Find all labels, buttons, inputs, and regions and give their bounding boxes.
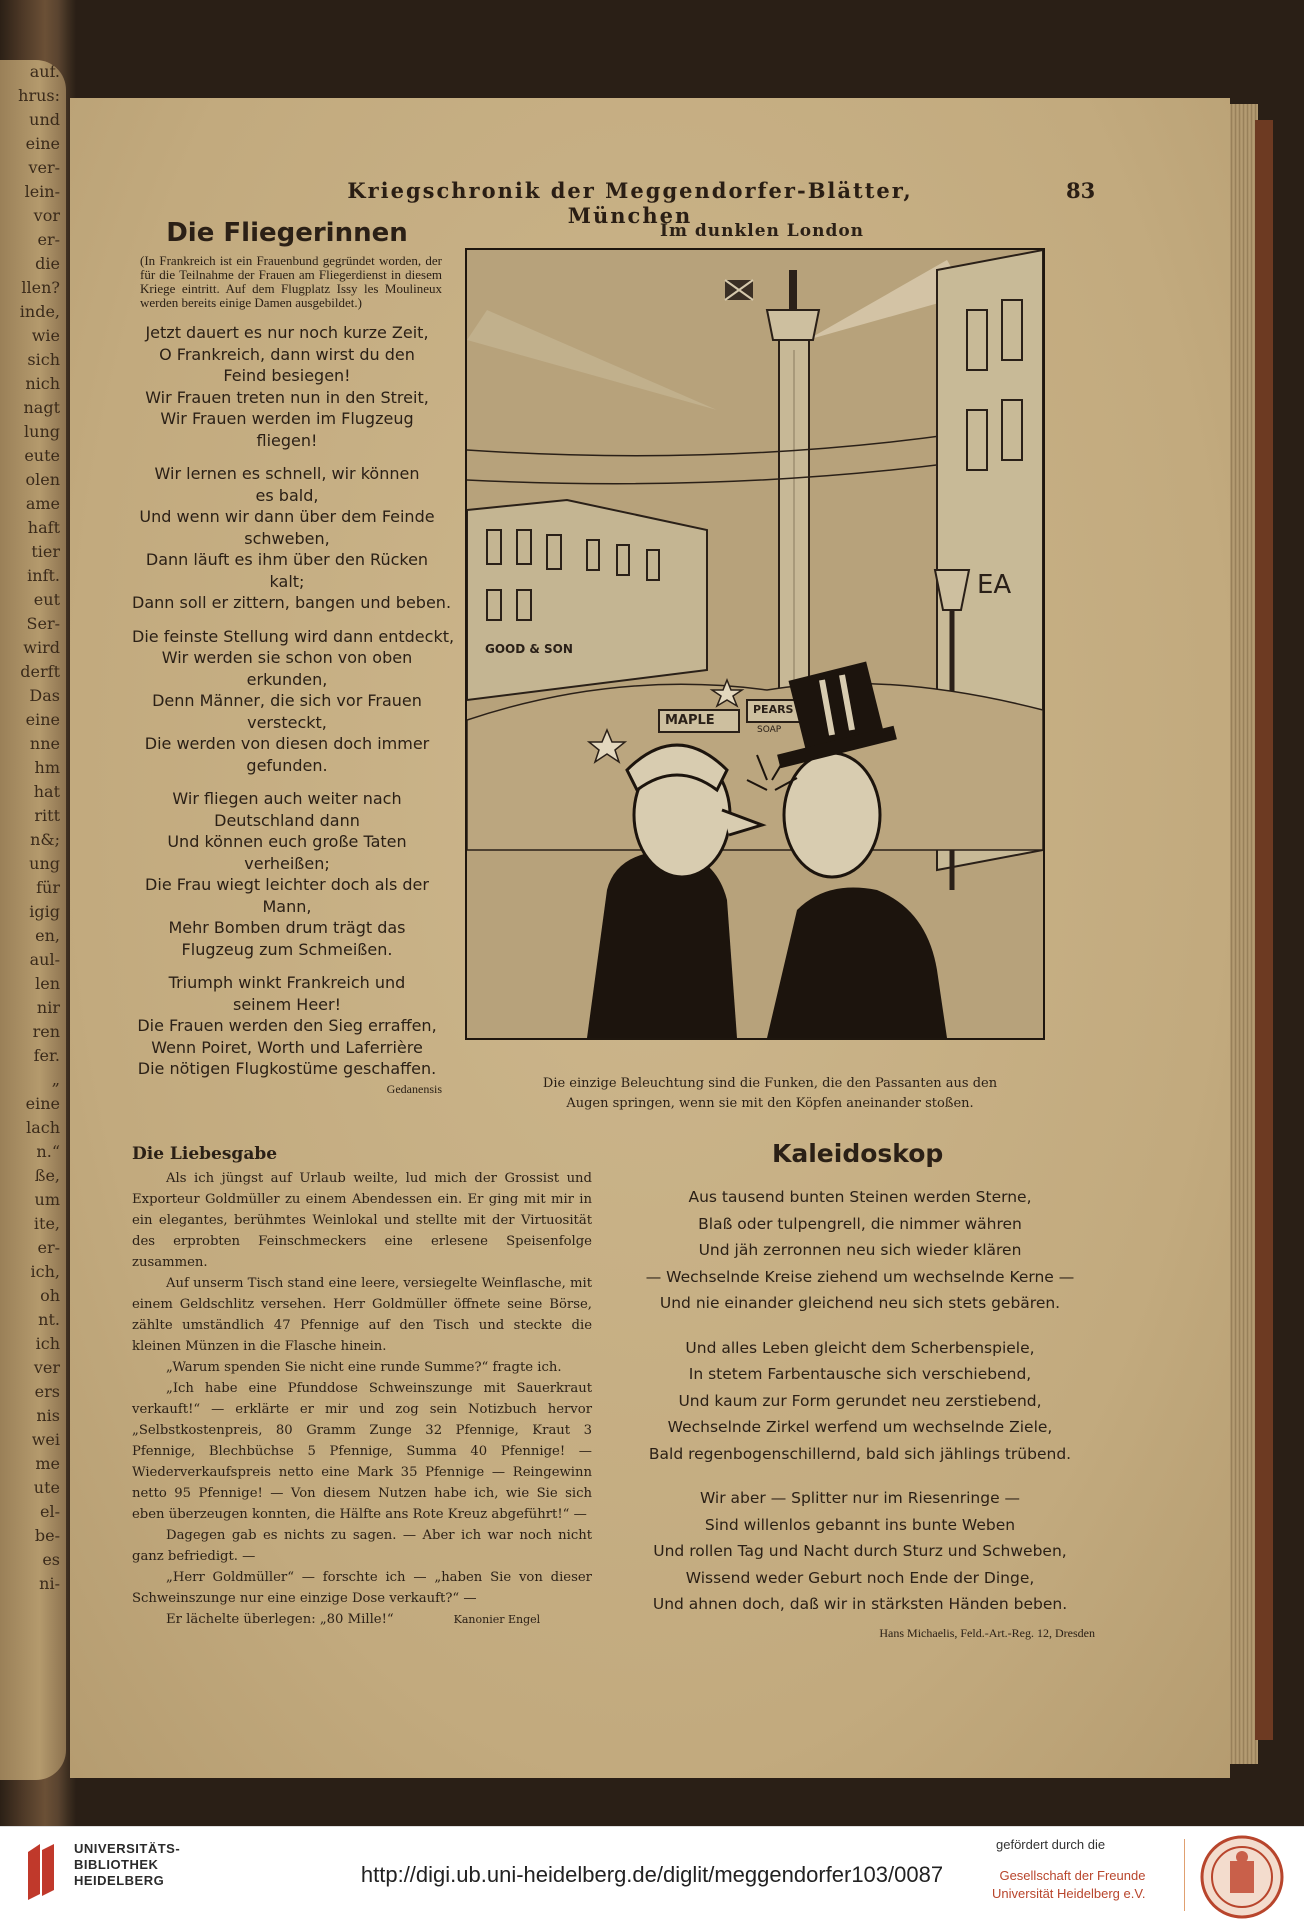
left-fragment: lung bbox=[24, 422, 60, 441]
verse-line: Die feinste Stellung wird dann entdeckt, bbox=[132, 626, 455, 646]
left-fragment: Ser- bbox=[26, 614, 60, 633]
stanza bbox=[132, 788, 442, 960]
library-line1: UNIVERSITÄTS- bbox=[74, 1841, 181, 1856]
left-fragment: ße, bbox=[34, 1166, 60, 1185]
left-fragment: me bbox=[35, 1454, 60, 1473]
verse-line: Und jäh zerronnen neu sich wieder klären bbox=[698, 1241, 1022, 1259]
verse-line: schweben, bbox=[244, 528, 330, 548]
poem-fliegerinnen bbox=[132, 218, 455, 1097]
stanza bbox=[625, 1485, 1095, 1618]
left-fragment: olen bbox=[25, 470, 60, 489]
university-seal-icon[interactable] bbox=[1200, 1835, 1284, 1919]
binding-strip bbox=[1255, 120, 1273, 1740]
left-fragment: nich bbox=[25, 374, 60, 393]
prose-signature: Kanonier Engel bbox=[453, 1613, 541, 1626]
sign-goods: GOOD & SON bbox=[485, 642, 573, 656]
left-fragment: lein- bbox=[24, 182, 60, 201]
verse-line: Wechselnde Zirkel werfend um wechselnde Ziele, bbox=[667, 1418, 1053, 1436]
sponsor-line1: Gesellschaft der Freunde bbox=[999, 1868, 1146, 1883]
verse-line: fliegen! bbox=[256, 430, 318, 450]
left-fragment: aul- bbox=[29, 950, 60, 969]
left-fragment: hrus: bbox=[18, 86, 60, 105]
prose-text bbox=[132, 1168, 592, 1630]
verse-line: Blaß oder tulpengrell, die nimmer währen bbox=[698, 1214, 1022, 1233]
verse-line: Die werden von diesen doch immer bbox=[144, 734, 430, 753]
left-fragment: wird bbox=[23, 638, 60, 657]
cartoon-illustration bbox=[465, 248, 1045, 1040]
stanza bbox=[132, 322, 442, 451]
left-fragment: ritt bbox=[34, 806, 60, 825]
left-fragment: inde, bbox=[19, 302, 60, 321]
verse-line: — Wechselnde Kreise ziehend um wechselnde Kerne — bbox=[645, 1267, 1075, 1286]
left-fragment: n.“ bbox=[36, 1142, 60, 1161]
poem-note: (In Frankreich ist ein Frauenbund gegründet worden, der für die Teilnahme der Frauen am Fliegerdienst in diesem Kriege eintritt. Auf dem Flugplatz Issy les Moulineux werden bereits einige Damen ausgebildet.) bbox=[140, 253, 442, 310]
left-fragment: Das bbox=[29, 686, 60, 705]
paragraph: „Ich habe eine Pfunddose Schweinszunge mit Sauerkraut verkauft!“ — erklärte er mir und zog sein Notizbuch hervor „Selbstkostenpreis, 80 Gramm Zunge 32 Pfennige, Kraut 3 Pfennige, Blechbüchse 5 Pfennige, Summa 40 Pfennige! — Wiederverkaufspreis netto eine Mark 35 Pfennige — Reingewinn netto 95 Pfennige! — Von diesem Nutzen habe ich, wie Sie sich eben überzeugen konnten, die Hälfte ans Rote Kreuz abgeführt!“ — bbox=[132, 1381, 592, 1522]
paragraph: „Warum spenden Sie nicht eine runde Summe?“ fragte ich. bbox=[166, 1360, 562, 1375]
verse-line: es bald, bbox=[255, 485, 319, 505]
left-fragment: wei bbox=[31, 1430, 60, 1449]
cartoon-caption: Die einzige Beleuchtung sind die Funken, die den Passanten aus den Augen springen, wenn sie mit den Köpfen aneinander stoßen. bbox=[542, 1076, 998, 1111]
left-fragment: igig bbox=[29, 902, 60, 921]
verse-line: Und nie einander gleichend neu sich stets gebären. bbox=[659, 1294, 1061, 1312]
left-fragment: für bbox=[36, 878, 60, 897]
verse-line: gefunden. bbox=[246, 755, 328, 775]
left-fragment: ni- bbox=[39, 1574, 60, 1593]
verse-line: Wir lernen es schnell, wir können bbox=[154, 464, 420, 483]
left-fragment: die bbox=[35, 254, 60, 273]
left-fragment: ver- bbox=[28, 158, 60, 177]
left-fragment: und bbox=[29, 110, 60, 129]
left-fragment: sich bbox=[27, 350, 60, 369]
poem-signature: Gedanensis bbox=[386, 1081, 442, 1096]
verse-line: Sind willenlos gebannt ins bunte Weben bbox=[704, 1515, 1016, 1534]
left-fragment: eine bbox=[25, 710, 60, 729]
sponsor-label: gefördert durch die bbox=[996, 1837, 1106, 1852]
left-fragment: eut bbox=[33, 590, 60, 609]
left-fragment: tier bbox=[31, 542, 60, 561]
left-fragment: ite, bbox=[33, 1214, 60, 1233]
stanza bbox=[132, 626, 455, 777]
left-fragment: er- bbox=[37, 1238, 60, 1257]
left-fragment: ren bbox=[32, 1022, 60, 1041]
left-fragment: hm bbox=[34, 758, 60, 777]
left-fragment: el- bbox=[40, 1502, 60, 1521]
left-fragment: nagt bbox=[23, 398, 60, 417]
verse-line: Triumph winkt Frankreich und bbox=[168, 973, 406, 992]
left-fragment: oh bbox=[40, 1286, 60, 1305]
library-line3: HEIDELBERG bbox=[74, 1873, 165, 1888]
left-fragment: eine bbox=[25, 1094, 60, 1113]
verse-line: verheißen; bbox=[244, 853, 330, 873]
left-fragment: len bbox=[35, 974, 60, 993]
left-fragment: ute bbox=[33, 1478, 60, 1497]
stanza bbox=[132, 463, 452, 614]
sponsor-line2: Universität Heidelberg e.V. bbox=[992, 1886, 1146, 1901]
footer-bar bbox=[0, 1826, 1304, 1923]
verse-line: Und können euch große Taten bbox=[167, 832, 407, 851]
kaleidoskop-signature: Hans Michaelis, Feld.-Art.-Reg. 12, Dresden bbox=[879, 1625, 1095, 1640]
paragraph: Als ich jüngst auf Urlaub weilte, lud mich der Grossist und Exporteur Goldmüller zu einem Abendessen ein. Er ging mit mir in ein elegantes, berühmtes Weinlokal und stellte mit der Virtuosität des erprobten Feinschmeckers eine erlesene Speisenfolge zusammen. bbox=[132, 1171, 592, 1270]
verse-line: Mann, bbox=[262, 896, 312, 916]
left-fragment: haft bbox=[27, 518, 60, 537]
left-fragment: nne bbox=[29, 734, 60, 753]
prose-title: Die Liebesgabe bbox=[132, 1144, 278, 1164]
verse-line: Und kaum zur Form gerundet neu zerstiebend, bbox=[678, 1391, 1042, 1410]
verse-line: Mehr Bomben drum trägt das bbox=[168, 918, 406, 937]
stanza bbox=[625, 1335, 1095, 1468]
left-fragment: ers bbox=[34, 1382, 60, 1401]
left-fragment: eute bbox=[24, 446, 60, 465]
paragraph: Er lächelte überlegen: „80 Mille!“ Kanonier Engel bbox=[166, 1612, 541, 1627]
verse-line: In stetem Farbentausche sich verschiebend, bbox=[688, 1365, 1032, 1383]
verse-line: Wir werden sie schon von oben bbox=[161, 648, 413, 667]
left-fragment: ung bbox=[29, 854, 60, 873]
sponsor-divider bbox=[1184, 1839, 1185, 1911]
verse-line: Jetzt dauert es nur noch kurze Zeit, bbox=[145, 323, 429, 342]
left-fragment: n&; bbox=[30, 830, 60, 849]
left-page-edge bbox=[0, 60, 66, 1780]
verse-line: erkunden, bbox=[246, 669, 328, 689]
left-fragment: lach bbox=[26, 1118, 60, 1137]
left-fragment: ame bbox=[25, 494, 60, 513]
verse-line: Und alles Leben gleicht dem Scherbenspiele, bbox=[685, 1338, 1035, 1357]
sign-pears: PEARS bbox=[753, 703, 794, 716]
left-fragment: hat bbox=[33, 782, 60, 801]
paragraph: „Herr Goldmüller“ — forschte ich — „haben Sie von dieser Schweinszunge nur eine einzige Dose verkauft?“ — bbox=[132, 1570, 592, 1606]
left-fragment: en, bbox=[35, 926, 60, 945]
left-fragment: derft bbox=[20, 662, 60, 681]
stanza bbox=[132, 972, 442, 1080]
left-fragment: be- bbox=[34, 1526, 60, 1545]
verse-line: Denn Männer, die sich vor Frauen bbox=[152, 691, 422, 710]
sign-soap: SOAP bbox=[757, 725, 782, 735]
left-fragment: „ bbox=[51, 1070, 60, 1089]
left-fragment: ver bbox=[33, 1358, 60, 1377]
verse-line: Wenn Poiret, Worth und Laferrière bbox=[151, 1037, 423, 1057]
left-fragment: wie bbox=[31, 326, 60, 345]
left-fragment: vor bbox=[33, 206, 60, 225]
permalink-url[interactable]: http://digi.ub.uni-heidelberg.de/diglit/meggendorfer103/0087 bbox=[360, 1862, 944, 1887]
library-line2: BIBLIOTHEK bbox=[74, 1857, 159, 1872]
left-fragment: nir bbox=[36, 998, 60, 1017]
left-fragment: es bbox=[42, 1550, 60, 1569]
poem-kaleidoskop bbox=[625, 1184, 1095, 1641]
left-fragment: er- bbox=[37, 230, 60, 249]
verse-line: Und ahnen doch, daß wir in stärksten Händen beben. bbox=[652, 1595, 1068, 1613]
verse-line: versteckt, bbox=[247, 712, 327, 732]
left-page-fragments bbox=[0, 60, 66, 1596]
left-fragment: fer. bbox=[33, 1046, 60, 1065]
left-fragment: llen? bbox=[21, 278, 60, 297]
verse-line: Und wenn wir dann über dem Feinde bbox=[139, 507, 435, 526]
verse-line: O Frankreich, dann wirst du den bbox=[159, 344, 415, 364]
verse-line: Wir aber — Splitter nur im Riesenringe — bbox=[699, 1489, 1021, 1507]
verse-line: Feind besiegen! bbox=[223, 366, 351, 385]
poem-stanzas bbox=[132, 322, 455, 1080]
left-fragment: um bbox=[34, 1190, 60, 1209]
paragraph: Auf unserm Tisch stand eine leere, versiegelte Weinflasche, mit einem Geldschlitz versehen. Herr Goldmüller öffnete seine Börse, zählte umständlich 47 Pfennige auf den Tisch und steckte die kleinen Münzen in die Flasche hinein. bbox=[132, 1276, 593, 1354]
verse-line: Dann läuft es ihm über den Rücken bbox=[145, 550, 429, 569]
verse-line: Bald regenbogenschillernd, bald sich jählings trübend. bbox=[648, 1444, 1072, 1463]
sign-ea: EA bbox=[977, 570, 1012, 600]
verse-line: Wir Frauen treten nun in den Streit, bbox=[145, 387, 429, 407]
kaleidoskop-title: Kaleidoskop bbox=[772, 1139, 944, 1168]
verse-line: Wir Frauen werden im Flugzeug bbox=[160, 409, 414, 428]
cartoon-title: Im dunklen London bbox=[660, 221, 865, 241]
left-fragment: auf. bbox=[29, 62, 60, 81]
verse-line: seinem Heer! bbox=[233, 994, 341, 1014]
left-fragment: ich bbox=[35, 1334, 60, 1353]
verse-line: Die nötigen Flugkostüme geschaffen. bbox=[137, 1059, 437, 1078]
left-fragment: nt. bbox=[38, 1310, 60, 1329]
verse-line: Aus tausend bunten Steinen werden Sterne, bbox=[688, 1188, 1032, 1206]
sponsor-name[interactable] bbox=[992, 1867, 1145, 1903]
stanza bbox=[625, 1184, 1095, 1317]
verse-line: Deutschland dann bbox=[214, 810, 360, 830]
left-fragment: nis bbox=[36, 1406, 60, 1425]
sign-maple: MAPLE bbox=[665, 713, 715, 728]
running-title: Kriegschronik der Meggendorfer-Blätter, München bbox=[347, 178, 913, 228]
verse-line: Flugzeug zum Schmeißen. bbox=[181, 939, 393, 959]
verse-line: Und rollen Tag und Nacht durch Sturz und Schweben, bbox=[653, 1542, 1067, 1560]
left-fragment: eine bbox=[25, 134, 60, 153]
paragraph: Dagegen gab es nichts zu sagen. — Aber ich war noch nicht ganz befriedigt. — bbox=[132, 1528, 592, 1564]
verse-line: Dann soll er zittern, bangen und beben. bbox=[132, 593, 452, 612]
verse-line: kalt; bbox=[269, 571, 305, 591]
verse-line: Wir fliegen auch weiter nach bbox=[172, 789, 402, 808]
poem-title: Die Fliegerinnen bbox=[166, 218, 408, 248]
verse-line: Wissend weder Geburt noch Ende der Dinge, bbox=[685, 1568, 1035, 1587]
left-fragment: ich, bbox=[30, 1262, 60, 1281]
kaleidoskop-stanzas bbox=[625, 1184, 1095, 1618]
left-fragment: inft. bbox=[27, 566, 60, 585]
page-number: 83 bbox=[1066, 178, 1096, 203]
verse-line: Die Frau wiegt leichter doch als der bbox=[145, 875, 429, 894]
verse-line: Die Frauen werden den Sieg erraffen, bbox=[137, 1016, 437, 1035]
